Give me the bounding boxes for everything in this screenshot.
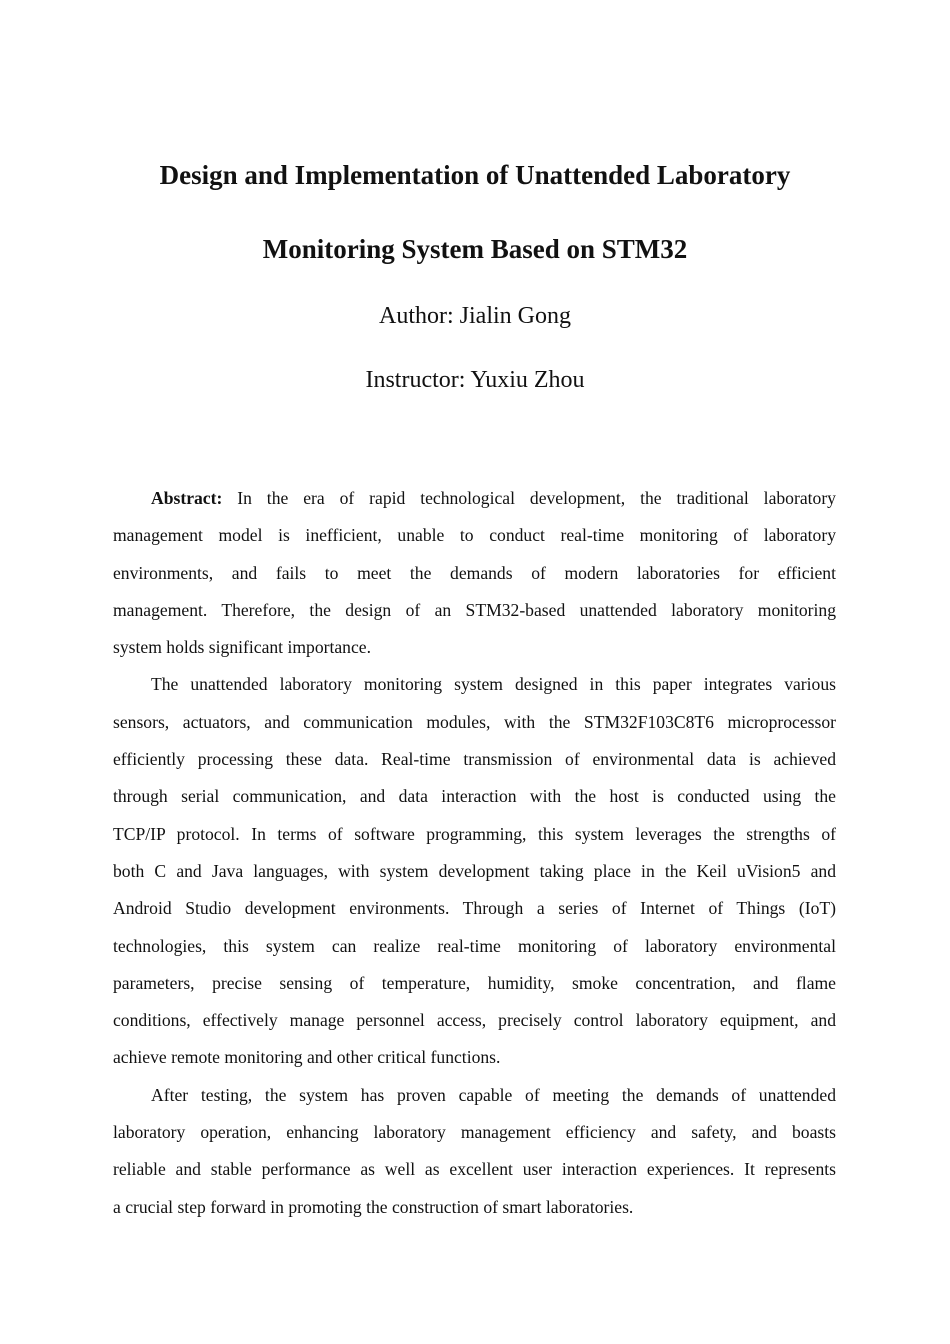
title-line-1: Design and Implementation of Unattended Laboratory xyxy=(159,160,791,190)
abstract-line-text: system holds significant importance. xyxy=(113,637,371,658)
abstract-line-text: both C and Java languages, with system development taking place in the Keil uVision5 and xyxy=(113,860,836,881)
abstract-line-text: Android Studio development environments. Through a series of Internet of Things (IoT) xyxy=(113,898,836,919)
abstract-line-text: environments, and fails to meet the demands of modern laboratories for efficient xyxy=(113,562,836,583)
abstract-line xyxy=(113,558,836,595)
abstract-body xyxy=(113,483,836,1229)
abstract-line-text: management model is inefficient, unable to conduct real-time monitoring of laboratory xyxy=(113,525,836,546)
abstract-line xyxy=(113,968,836,1005)
abstract-line-text: conditions, effectively manage personnel access, precisely control laboratory equipment, and xyxy=(113,1010,836,1031)
abstract-line-text: management. Therefore, the design of an STM32-based unattended laboratory monitoring xyxy=(113,599,836,620)
abstract-line xyxy=(113,1154,836,1191)
abstract-line xyxy=(113,819,836,856)
abstract-line xyxy=(113,669,836,706)
abstract-line-text: TCP/IP protocol. In terms of software programming, this system leverages the strengths of xyxy=(113,823,836,844)
abstract-line xyxy=(113,893,836,930)
instructor: Instructor: Yuxiu Zhou xyxy=(365,367,585,393)
abstract-line-text: In the era of rapid technological development, the traditional laboratory xyxy=(237,488,836,508)
abstract-line xyxy=(113,707,836,744)
abstract-line-text: The unattended laboratory monitoring system designed in this paper integrates various xyxy=(151,674,836,695)
abstract-line-text: parameters, precise sensing of temperature, humidity, smoke concentration, and flame xyxy=(113,972,836,993)
abstract-line-text: through serial communication, and data interaction with the host is conducted using the xyxy=(113,786,836,807)
abstract-line-text: efficiently processing these data. Real-time transmission of environmental data is achieved xyxy=(113,749,836,770)
title-line-2: Monitoring System Based on STM32 xyxy=(262,234,688,264)
abstract-line xyxy=(113,856,836,893)
abstract-line-text: achieve remote monitoring and other critical functions. xyxy=(113,1047,501,1068)
abstract-line xyxy=(113,744,836,781)
abstract-line xyxy=(113,595,836,632)
abstract-line-text: reliable and stable performance as well as excellent user interaction experiences. It represents xyxy=(113,1159,836,1180)
abstract-line-text: laboratory operation, enhancing laboratory management efficiency and safety, and boasts xyxy=(113,1122,836,1143)
abstract-line-text: technologies, this system can realize real-time monitoring of laboratory environmental xyxy=(113,935,836,956)
abstract-line xyxy=(113,520,836,557)
abstract-line xyxy=(113,632,836,669)
abstract-line-text: sensors, actuators, and communication modules, with the STM32F103C8T6 microprocessor xyxy=(113,711,836,732)
author: Author: Jialin Gong xyxy=(379,303,571,329)
abstract-line xyxy=(113,1080,836,1117)
abstract-line xyxy=(113,1192,836,1229)
abstract-line-text: After testing, the system has proven capable of meeting the demands of unattended xyxy=(151,1084,836,1105)
abstract-line xyxy=(113,483,836,520)
abstract-line xyxy=(113,1117,836,1154)
abstract-line xyxy=(113,931,836,968)
abstract-line xyxy=(113,1005,836,1042)
abstract-line xyxy=(113,1042,836,1079)
abstract-line xyxy=(113,781,836,818)
abstract-line-text: a crucial step forward in promoting the construction of smart laboratories. xyxy=(113,1196,634,1217)
abstract-label: Abstract: xyxy=(151,488,223,508)
